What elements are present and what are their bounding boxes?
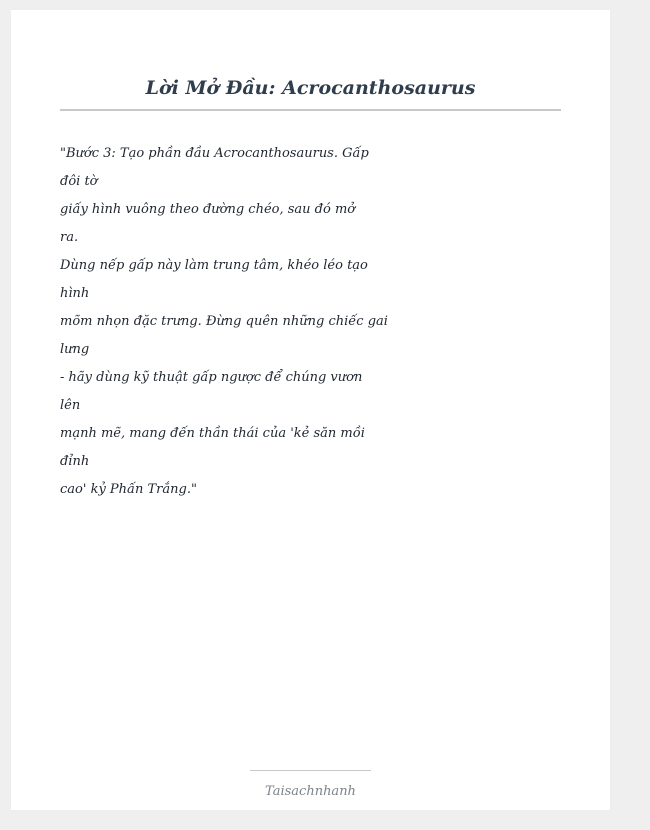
body-text xyxy=(60,140,400,504)
title-divider xyxy=(60,109,561,111)
footer-divider xyxy=(250,770,371,771)
footer-text: Taisachnhanh xyxy=(265,784,356,799)
body-line: cao' kỷ Phấn Trắng." xyxy=(60,482,197,497)
body-line: "Bước 3: Tạo phần đầu Acrocanthosaurus. Gấp xyxy=(60,146,369,161)
page-title: Lời Mở Đầu: Acrocanthosaurus xyxy=(145,77,476,99)
body-line: mõm nhọn đặc trưng. Đừng quên những chiếc gai xyxy=(60,314,388,329)
body-line: lưng xyxy=(60,342,90,357)
body-line: đỉnh xyxy=(60,454,90,469)
body-line: mạnh mẽ, mang đến thần thái của 'kẻ săn mồi xyxy=(60,426,365,441)
body-line: ra. xyxy=(60,230,79,245)
body-line: hình xyxy=(60,286,90,301)
body-line: - hãy dùng kỹ thuật gấp ngược để chúng vươn xyxy=(60,370,363,385)
document-page xyxy=(11,10,610,810)
body-line: đôi tờ xyxy=(60,174,98,189)
body-line: Dùng nếp gấp này làm trung tâm, khéo léo tạo xyxy=(60,258,368,273)
body-line: lên xyxy=(60,398,81,413)
body-line: giấy hình vuông theo đường chéo, sau đó mở xyxy=(60,202,356,217)
